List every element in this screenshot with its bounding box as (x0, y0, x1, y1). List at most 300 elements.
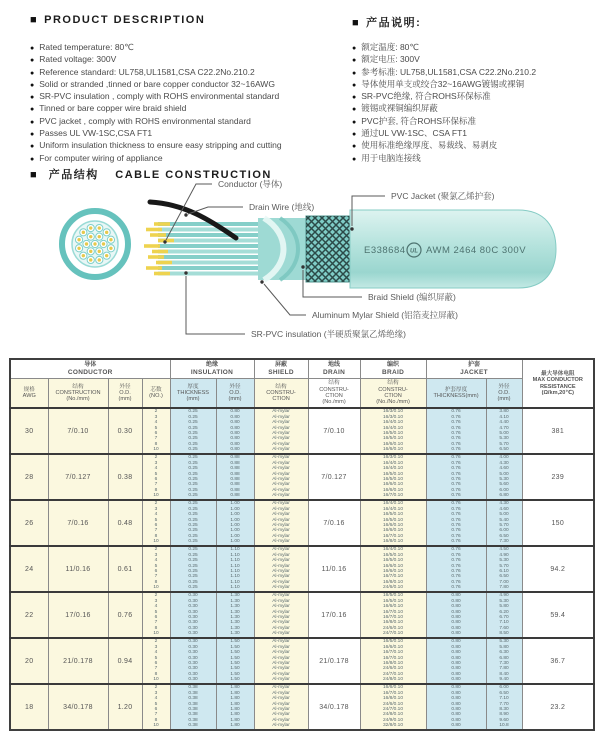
sub-value: Al-mylar (272, 466, 290, 472)
sub-value: 6 (154, 523, 158, 528)
sub-value: 0.30 (188, 620, 198, 626)
sub-value: 3 (154, 690, 158, 696)
multi-values (255, 685, 308, 729)
sub-value: 4 (154, 650, 158, 656)
group-label-cn: 屏蔽 (275, 362, 288, 368)
cell-drain (308, 500, 360, 546)
subheader-line: (NO.) (149, 393, 163, 399)
sub-value: 1.80 (230, 712, 240, 718)
resistance-value: 150 (551, 519, 565, 527)
bullet-dot-icon: ● (30, 57, 35, 65)
sub-value: 9.40 (499, 677, 509, 683)
spec-row-awg-28 (10, 454, 594, 500)
sub-value: 0.25 (188, 466, 198, 472)
conductor-dot-icon (89, 235, 92, 238)
multi-values (255, 547, 308, 591)
sub-value: 0.80 (451, 625, 461, 631)
sub-value: 8 (154, 441, 158, 447)
multi-values (427, 409, 486, 453)
cell-ins_thickness (170, 500, 216, 546)
sub-value: 16/5/0.10 (383, 517, 404, 523)
sub-value: 5 (154, 563, 158, 569)
sub-value: 6.00 (499, 528, 509, 534)
cell-resistance (522, 638, 594, 684)
group-label-cn: 地线 (328, 362, 341, 368)
sub-value: 24/7/0.10 (383, 671, 404, 677)
sub-value: 0.25 (188, 512, 198, 518)
sub-value: Al-mylar (272, 707, 290, 712)
sub-value: Al-mylar (272, 569, 290, 574)
cell-drain (308, 684, 360, 730)
construction-value: 21/0.178 (63, 657, 93, 665)
product-note-cn-text: 导体使用单支或绞合32~16AWG镀锡或裸铜 (361, 78, 525, 89)
sub-value: 0.25 (188, 420, 198, 426)
conductor-tip-shape (154, 222, 170, 226)
sub-value: 5.30 (499, 639, 509, 645)
sub-value: 1.50 (230, 677, 240, 683)
sub-value: 0.25 (188, 539, 198, 545)
sub-value: 5.30 (499, 436, 509, 442)
pvc-jacket-label: PVC Jacket (聚氯乙烯护套) (391, 191, 495, 201)
subheader-line: 结构 (275, 383, 287, 390)
cell-resistance (522, 500, 594, 546)
subheader-col-5 (216, 379, 254, 409)
sub-value: 4 (154, 696, 158, 702)
sub-value: 0.25 (188, 447, 198, 453)
subheader-line: O.D. (119, 389, 131, 396)
sub-value: Al-mylar (272, 558, 290, 564)
sub-value: 0.25 (188, 506, 198, 512)
subheader-line: THICKNESS(mm) (433, 393, 479, 399)
sub-value: 0.80 (451, 712, 461, 718)
sub-value: Al-mylar (272, 447, 290, 453)
conductor-dot-icon (93, 242, 96, 245)
sub-value: 0.30 (188, 631, 198, 637)
cell-awg (10, 408, 48, 454)
sub-value: Al-mylar (272, 631, 290, 637)
cell-jacket_thickness (426, 638, 486, 684)
sub-value: 16/8/0.10 (383, 696, 404, 702)
drain-value: 7/0.127 (321, 473, 347, 481)
sub-value: 0.76 (451, 512, 461, 518)
sub-value: 10 (153, 677, 159, 683)
spec-row-awg-18 (10, 684, 594, 730)
spec-row-awg-24 (10, 546, 594, 592)
sub-value: 5.00 (499, 512, 509, 518)
cell-drain (308, 638, 360, 684)
od-value: 0.48 (117, 519, 133, 527)
sub-value: 0.30 (188, 625, 198, 631)
sub-value: 4.70 (499, 425, 509, 431)
sub-value: 0.38 (188, 685, 198, 691)
sub-value: 3.80 (499, 409, 509, 415)
conductor-dot-icon (82, 231, 85, 234)
col-max-resistance-header (522, 359, 594, 408)
sub-value: 0.76 (451, 558, 461, 564)
sub-value: Al-mylar (272, 677, 290, 683)
cell-braid (360, 454, 426, 500)
sub-value: 5.70 (499, 563, 509, 569)
sub-value: 0.76 (451, 460, 461, 466)
aluminum-mylar-label: Aluminum Mylar Shield (铝箔麦拉屏蔽) (312, 310, 458, 320)
multi-values (171, 685, 216, 729)
sub-value: 5.80 (499, 604, 509, 610)
bullet-dot-icon: ● (30, 94, 35, 102)
cell-jacket_thickness (426, 592, 486, 638)
subheader-col-2 (108, 379, 142, 409)
sub-value: 16/6/0.10 (383, 644, 404, 650)
sub-value: 4.30 (499, 460, 509, 466)
multi-values (171, 455, 216, 499)
sub-value: 1.50 (230, 644, 240, 650)
cell-shield (254, 500, 308, 546)
subheader-line: (mm) (497, 396, 511, 403)
subheader-line: 外径 (119, 383, 131, 390)
sub-value: 0.38 (188, 712, 198, 718)
sub-value: 16/7/0.10 (383, 533, 404, 539)
sub-value: Al-mylar (272, 471, 290, 477)
sub-value: 10 (153, 493, 159, 499)
multi-values (487, 547, 522, 591)
sub-value: 8 (154, 533, 158, 539)
sub-value: 4.50 (499, 547, 509, 553)
sub-value: 9.60 (499, 717, 509, 723)
sub-value: 8.40 (499, 671, 509, 677)
bullet-dot-icon: ● (30, 69, 35, 77)
multi-values (143, 455, 170, 499)
multi-values (427, 547, 486, 591)
sub-value: 1.50 (230, 650, 240, 656)
sub-value: 0.80 (451, 690, 461, 696)
sub-value: 6 (154, 431, 158, 436)
sub-value: 7.70 (499, 701, 509, 707)
sub-value: Al-mylar (272, 666, 290, 672)
subheader-line: 护套厚度 (444, 386, 468, 393)
sub-value: 6.50 (499, 447, 509, 453)
sub-value: 0.80 (230, 409, 240, 415)
cell-jacket_od (486, 592, 522, 638)
multi-values (217, 455, 254, 499)
sub-value: 0.25 (188, 431, 198, 436)
group-label-en: DRAIN (322, 369, 346, 376)
sub-value: 16/5/0.10 (383, 477, 404, 482)
cable-cross-section-icon (62, 211, 128, 277)
product-description-text: Solid or stranded ,tinned or bare copper conductor 32~16AWG (39, 78, 275, 89)
resistance-value: 59.4 (550, 611, 566, 619)
cell-construction (48, 638, 108, 684)
cell-drain (308, 454, 360, 500)
conductor-dot-icon (89, 258, 92, 261)
bullet-dot-icon: ● (352, 45, 357, 52)
conductor-tip-shape (152, 250, 168, 254)
subheader-line: O.D. (229, 389, 241, 396)
conductor-tip-shape (156, 261, 172, 265)
multi-values (361, 547, 426, 591)
sub-value: 5 (154, 517, 158, 523)
sub-value: Al-mylar (272, 431, 290, 436)
sub-value: 0.25 (188, 552, 198, 558)
subheader-line: CTION (325, 393, 343, 399)
product-note-cn-text: 镀锡或裸铜编织屏蔽 (361, 103, 438, 114)
svg-text:UL: UL (410, 248, 418, 255)
subheader-line: 外径 (229, 383, 241, 390)
sub-value: Al-mylar (272, 574, 290, 580)
bullet-dot-icon: ● (352, 81, 357, 89)
product-note-cn-text: 参考标准: UL758,UL1581,CSA C22.2No.210.2 (361, 66, 537, 77)
spec-row-awg-26 (10, 500, 594, 546)
sub-value: 5 (154, 609, 158, 615)
sub-value: 16/5/0.10 (383, 436, 404, 442)
sub-value: 16/6/0.10 (383, 528, 404, 534)
drain-value: 11/0.16 (321, 565, 347, 573)
product-description-item (30, 140, 345, 152)
subheader-line: 厚度 (187, 383, 199, 390)
awg-value: 20 (25, 657, 34, 665)
sub-value: 16/7/0.10 (383, 574, 404, 580)
sub-value: 24/7/0.10 (383, 707, 404, 712)
sub-value: 16/4/0.10 (383, 425, 404, 431)
sub-value: Al-mylar (272, 579, 290, 585)
sub-value: 0.76 (451, 436, 461, 442)
sub-value: 0.30 (188, 593, 198, 599)
sub-value: 0.25 (188, 471, 198, 477)
sub-value: 0.25 (188, 517, 198, 523)
sub-value: Al-mylar (272, 455, 290, 461)
sub-value: 6.00 (499, 487, 509, 493)
cell-ins_thickness (170, 454, 216, 500)
conductor-dot-icon (102, 242, 105, 245)
cell-jacket_od (486, 454, 522, 500)
od-value: 0.61 (117, 565, 133, 573)
multi-values (171, 409, 216, 453)
sub-value: 6.30 (499, 650, 509, 656)
cell-ins_od (216, 592, 254, 638)
subheader-col-6 (254, 379, 308, 409)
multi-values (487, 501, 522, 545)
sub-value: 5.60 (499, 482, 509, 488)
conductor-dot-icon (98, 235, 101, 238)
sub-value: 7 (154, 712, 158, 718)
cell-construction (48, 500, 108, 546)
sub-value: 4 (154, 420, 158, 426)
subheader-col-10 (486, 379, 522, 409)
sub-value: 7 (154, 574, 158, 580)
sub-value: 16/5/0.10 (383, 431, 404, 436)
sub-value: 3 (154, 460, 158, 466)
sub-value: 16/6/0.10 (383, 563, 404, 569)
subheader-col-8 (360, 379, 426, 409)
sub-value: 7.60 (499, 625, 509, 631)
bullet-dot-icon: ● (352, 69, 357, 77)
sub-value: 5.70 (499, 441, 509, 447)
sub-value: Al-mylar (272, 477, 290, 482)
sub-value: 1.00 (230, 501, 240, 507)
col-group-jacket (426, 359, 522, 379)
sub-value: 0.25 (188, 441, 198, 447)
conductor-tip-shape (144, 244, 160, 248)
sub-value: Al-mylar (272, 723, 290, 729)
sub-value: 0.30 (188, 615, 198, 620)
sub-value: 3 (154, 598, 158, 604)
product-description-title: ■ PRODUCT DESCRIPTION (30, 14, 206, 26)
sub-value: 5.00 (499, 471, 509, 477)
multi-values (217, 593, 254, 637)
product-description-text: Tinned or bare copper wire braid shield (39, 103, 187, 114)
product-note-cn-text: SR-PVC绝缘, 符合ROHS环保标准 (361, 91, 491, 102)
sub-value: 10 (153, 723, 159, 729)
sub-value: 0.76 (451, 533, 461, 539)
cell-jacket_od (486, 546, 522, 592)
product-description-item (30, 67, 345, 79)
subheader-col-3 (142, 379, 170, 409)
od-value: 0.30 (117, 427, 133, 435)
aluminum-mylar-shape (258, 218, 312, 280)
sub-value: 0.76 (451, 517, 461, 523)
sub-value: 0.80 (451, 677, 461, 683)
sub-value: 0.88 (230, 466, 240, 472)
sub-value: 1.00 (230, 512, 240, 518)
subheader-line: CONSTRU- (378, 386, 408, 393)
sub-value: 1.00 (230, 517, 240, 523)
multi-values (361, 639, 426, 683)
sub-value: 5.30 (499, 598, 509, 604)
cell-od (108, 546, 142, 592)
cell-drain (308, 408, 360, 454)
multi-values (361, 501, 426, 545)
sub-value: 0.25 (188, 409, 198, 415)
sub-value: 2 (154, 547, 158, 553)
conductor-dot-icon (98, 258, 101, 261)
awg-value: 26 (25, 519, 34, 527)
sub-value: 0.30 (188, 655, 198, 661)
sub-value: 1.10 (230, 574, 240, 580)
sub-value: 0.76 (451, 477, 461, 482)
sub-value: Al-mylar (272, 620, 290, 626)
sub-value: 6.00 (499, 685, 509, 691)
bullet-dot-icon: ● (30, 106, 35, 114)
sub-value: 10 (153, 585, 159, 591)
multi-values (427, 455, 486, 499)
cell-resistance (522, 546, 594, 592)
sub-value: 0.25 (188, 558, 198, 564)
sub-value: 0.76 (451, 539, 461, 545)
multi-values (217, 547, 254, 591)
sub-value: 16/6/0.10 (383, 604, 404, 610)
sub-value: 0.76 (451, 579, 461, 585)
subheader-line: CTION (272, 396, 290, 403)
sub-value: 8 (154, 487, 158, 493)
sub-value: 7.30 (499, 539, 509, 545)
sub-value: 0.80 (451, 639, 461, 645)
multi-values (427, 501, 486, 545)
sub-value: Al-mylar (272, 655, 290, 661)
product-description-item (30, 128, 345, 140)
sub-value: 0.80 (230, 414, 240, 420)
sub-value: 0.76 (451, 523, 461, 528)
sub-value: 0.25 (188, 574, 198, 580)
sub-value: 1.10 (230, 579, 240, 585)
cell-drain (308, 546, 360, 592)
sub-value: 16/8/0.10 (383, 539, 404, 545)
group-label-cn: 编织 (387, 362, 400, 368)
multi-values (143, 409, 170, 453)
sub-value: Al-mylar (272, 650, 290, 656)
sub-value: Al-mylar (272, 539, 290, 545)
group-label-en: BRAID (381, 369, 405, 376)
sub-value: 0.38 (188, 717, 198, 723)
sub-value: 0.38 (188, 723, 198, 729)
subheader-line: 规格 (23, 386, 35, 393)
construction-value: 17/0.16 (65, 611, 91, 619)
sub-value: 0.80 (230, 447, 240, 453)
conductor-dot-icon (77, 247, 80, 250)
sub-value: 1.50 (230, 661, 240, 666)
resistance-header-line: RESISTANCE (539, 383, 576, 390)
sub-value: 0.25 (188, 547, 198, 553)
insulated-cores (158, 224, 262, 274)
sub-value: 0.80 (451, 631, 461, 637)
multi-values (171, 501, 216, 545)
sub-value: 1.30 (230, 625, 240, 631)
sub-value: 16/6/0.10 (383, 523, 404, 528)
sub-value: Al-mylar (272, 685, 290, 691)
sub-value: 0.88 (230, 471, 240, 477)
sub-value: 7.30 (499, 661, 509, 666)
sub-value: 0.88 (230, 493, 240, 499)
bullet-dot-icon: ● (30, 131, 35, 139)
sub-value: 2 (154, 593, 158, 599)
sub-value: 16/6/0.10 (383, 487, 404, 493)
cell-cores (142, 684, 170, 730)
multi-values (487, 639, 522, 683)
sub-value: Al-mylar (272, 585, 290, 591)
resistance-header-line: (Ω/km,20℃) (541, 389, 574, 396)
sub-value: 5.00 (499, 431, 509, 436)
subheader-col-7 (308, 379, 360, 409)
sub-value: 0.80 (451, 650, 461, 656)
product-note-cn-text: 额定温度: 80℃ (361, 42, 419, 52)
subheader-line: CONSTRU- (319, 386, 349, 393)
sub-value: 1.00 (230, 523, 240, 528)
subheader-col-1 (48, 379, 108, 409)
sub-value: 0.30 (188, 598, 198, 604)
product-note-cn-item (352, 116, 597, 128)
awg-value: 18 (25, 703, 34, 711)
product-description-text: Passes UL VW-1SC,CSA FT1 (39, 128, 153, 139)
sub-value: 1.80 (230, 696, 240, 702)
spec-row-awg-30 (10, 408, 594, 454)
sub-value: 16/8/0.10 (383, 661, 404, 666)
sub-value: 0.76 (451, 528, 461, 534)
subheader-line: 芯数 (150, 386, 162, 393)
multi-values (427, 639, 486, 683)
subheader-line: 结构 (72, 383, 84, 390)
sub-value: 0.80 (230, 441, 240, 447)
sub-value: 0.80 (451, 644, 461, 650)
bullet-dot-icon: ● (352, 118, 357, 126)
sub-value: 0.80 (451, 598, 461, 604)
sub-value: 16/3/0.10 (383, 414, 404, 420)
subheader-col-4 (170, 379, 216, 409)
sub-value: 1.50 (230, 666, 240, 672)
cell-braid (360, 638, 426, 684)
sub-value: 3 (154, 644, 158, 650)
sub-value: 0.80 (230, 420, 240, 426)
conductor-dot-icon (98, 250, 101, 253)
group-label-en: CONDUCTOR (67, 369, 113, 376)
cell-resistance (522, 408, 594, 454)
construction-value: 7/0.10 (67, 427, 89, 435)
